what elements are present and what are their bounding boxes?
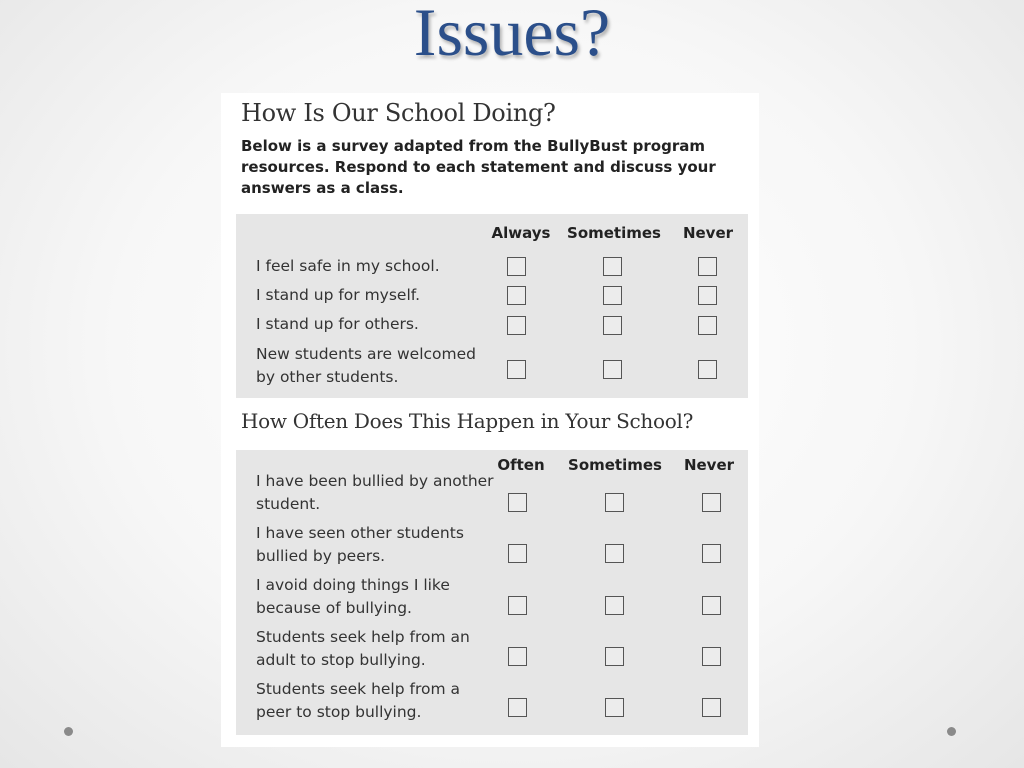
survey2-row1-sometimes-checkbox[interactable] bbox=[605, 493, 624, 512]
survey2-row3-sometimes-checkbox[interactable] bbox=[605, 596, 624, 615]
survey1-row3-always-checkbox[interactable] bbox=[507, 316, 526, 335]
survey-document bbox=[221, 93, 759, 747]
column-header-sometimes: Sometimes bbox=[567, 224, 661, 242]
survey1-row4-sometimes-checkbox[interactable] bbox=[603, 360, 622, 379]
column-header-never: Never bbox=[683, 456, 735, 474]
survey1-row2-sometimes-checkbox[interactable] bbox=[603, 286, 622, 305]
survey1-row-label: I feel safe in my school. bbox=[256, 257, 440, 275]
survey2-row-label: Students seek help from a peer to stop bullying. bbox=[256, 680, 460, 721]
survey1-row3-never-checkbox[interactable] bbox=[698, 316, 717, 335]
survey2-row3-often-checkbox[interactable] bbox=[508, 596, 527, 615]
survey2-row5-sometimes-checkbox[interactable] bbox=[605, 698, 624, 717]
survey2-row5-never-checkbox[interactable] bbox=[702, 698, 721, 717]
survey1-row4-never-checkbox[interactable] bbox=[698, 360, 717, 379]
survey-table-how-often bbox=[236, 450, 748, 735]
survey1-row-label: New students are welcomed by other students. bbox=[256, 345, 476, 386]
survey2-row2-never-checkbox[interactable] bbox=[702, 544, 721, 563]
column-header-always: Always bbox=[491, 224, 551, 242]
survey2-row-label: I have seen other students bullied by peers. bbox=[256, 524, 464, 565]
survey2-row5-often-checkbox[interactable] bbox=[508, 698, 527, 717]
survey1-row4-always-checkbox[interactable] bbox=[507, 360, 526, 379]
survey2-row-label: Students seek help from an adult to stop bullying. bbox=[256, 628, 470, 669]
document-heading: How Is Our School Doing? bbox=[241, 99, 556, 127]
column-header-often: Often bbox=[497, 456, 545, 474]
survey2-row1-often-checkbox[interactable] bbox=[508, 493, 527, 512]
survey1-row3-sometimes-checkbox[interactable] bbox=[603, 316, 622, 335]
survey2-row3-never-checkbox[interactable] bbox=[702, 596, 721, 615]
survey2-row-label: I avoid doing things I like because of bullying. bbox=[256, 576, 450, 617]
column-header-sometimes: Sometimes bbox=[568, 456, 662, 474]
survey1-row2-never-checkbox[interactable] bbox=[698, 286, 717, 305]
slide-decoration-dot-left bbox=[64, 727, 73, 736]
survey1-row2-always-checkbox[interactable] bbox=[507, 286, 526, 305]
survey-table-school-doing bbox=[236, 214, 748, 398]
survey1-row-label: I stand up for others. bbox=[256, 315, 419, 333]
survey2-row4-often-checkbox[interactable] bbox=[508, 647, 527, 666]
slide-title: Issues? bbox=[413, 0, 611, 70]
slide-decoration-dot-right bbox=[947, 727, 956, 736]
section-heading-how-often: How Often Does This Happen in Your School? bbox=[241, 409, 694, 433]
survey1-row1-sometimes-checkbox[interactable] bbox=[603, 257, 622, 276]
column-header-never: Never bbox=[682, 224, 734, 242]
survey1-row1-never-checkbox[interactable] bbox=[698, 257, 717, 276]
document-intro: Below is a survey adapted from the BullyBust program resources. Respond to each statement and discuss your answers as a class. bbox=[241, 137, 716, 197]
survey2-row2-sometimes-checkbox[interactable] bbox=[605, 544, 624, 563]
survey2-row-label: I have been bullied by another student. bbox=[256, 472, 494, 513]
survey2-row4-never-checkbox[interactable] bbox=[702, 647, 721, 666]
survey1-row-label: I stand up for myself. bbox=[256, 286, 421, 304]
survey2-row4-sometimes-checkbox[interactable] bbox=[605, 647, 624, 666]
survey2-row2-often-checkbox[interactable] bbox=[508, 544, 527, 563]
survey1-row1-always-checkbox[interactable] bbox=[507, 257, 526, 276]
survey2-row1-never-checkbox[interactable] bbox=[702, 493, 721, 512]
